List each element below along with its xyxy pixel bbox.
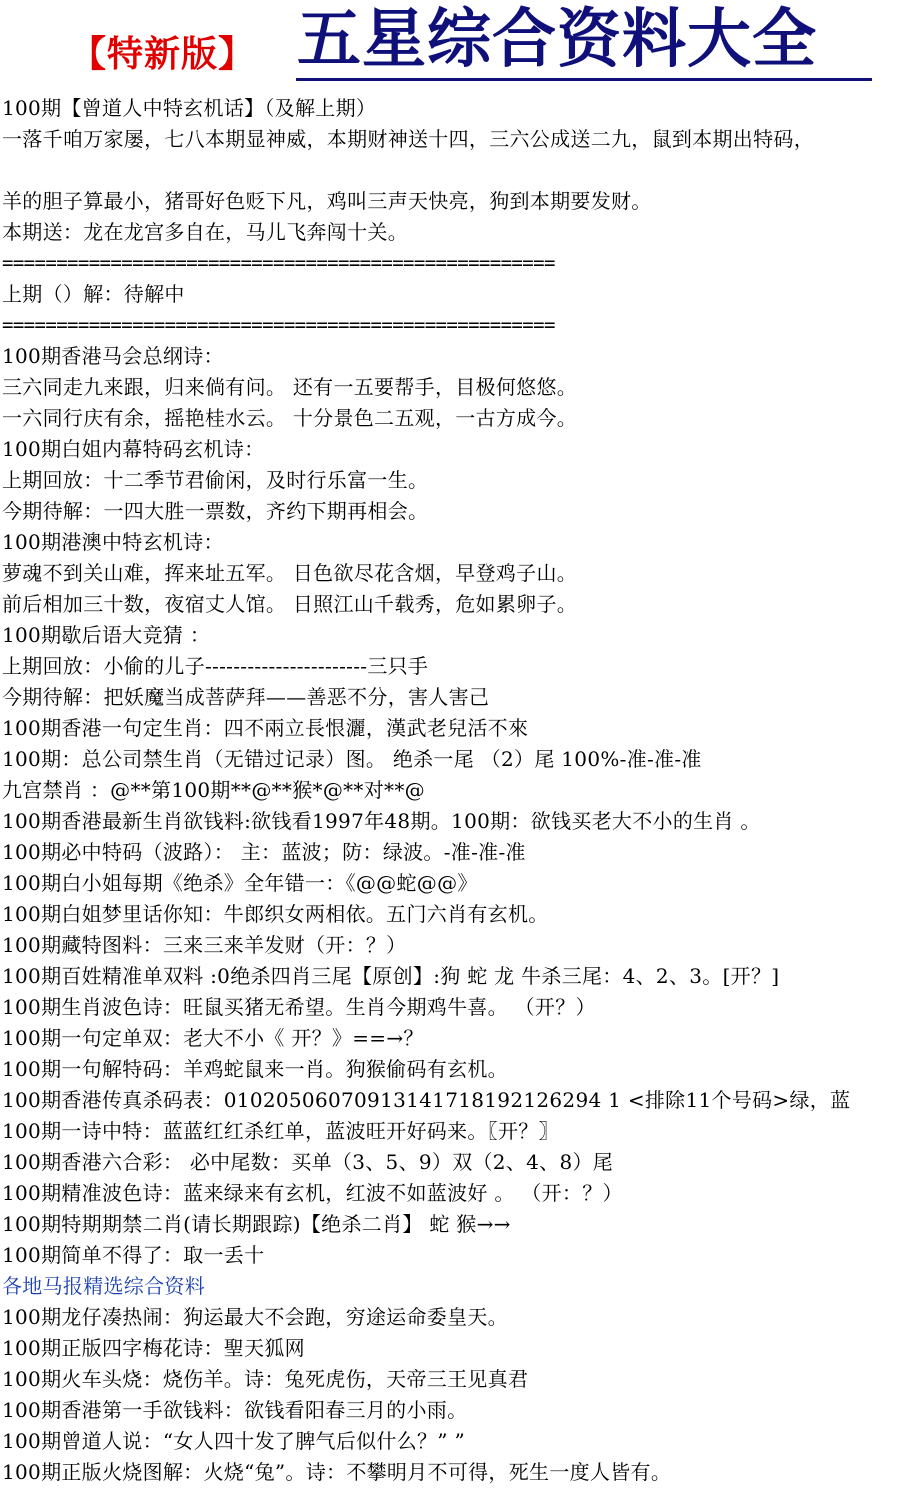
text-line: 100期香港最新生肖欲钱料:欲钱看1997年48期。100期：欲钱买老大不小的生肖 。 bbox=[2, 809, 761, 833]
text-line: 100期藏特图料：三来三来羊发财（开：？） bbox=[2, 933, 407, 957]
text-line-prophecy-2: 羊的胆子算最小，猪哥好色贬下凡，鸡叫三声天快亮，狗到本期要发财。 bbox=[2, 189, 652, 213]
text-line-prophecy-1: 一落千咱万家屡，七八本期显神威，本期财神送十四，三六公成送二九，鼠到本期出特码， bbox=[2, 127, 814, 151]
separator-line: =================================================== bbox=[2, 314, 555, 336]
text-line: 100期歇后语大竞猜 ： bbox=[2, 623, 211, 647]
text-line: 萝魂不到关山难，挥来址五军。 日色欲尽花含烟，早登鸡子山。 bbox=[2, 561, 578, 585]
header bbox=[0, 0, 903, 92]
text-line: 100期白小姐每期《绝杀》全年错一：《@@蛇@@》 bbox=[2, 871, 478, 895]
text-line: 100期港澳中特玄机诗： bbox=[2, 530, 224, 554]
text-line: 100期生肖波色诗：旺鼠买猪无希望。生肖今期鸡牛喜。 （开？） bbox=[2, 995, 596, 1019]
text-line: 100期：总公司禁生肖（无错过记录）图。 绝杀一尾 （2）尾 100%-准-准-准 bbox=[2, 747, 702, 771]
text-line: 100期简单不得了：取一丢十 bbox=[2, 1243, 265, 1267]
text-line: 上期回放：十二季节君偷闲，及时行乐富一生。 bbox=[2, 468, 429, 492]
text-line: 100期白姐内幕特码玄机诗： bbox=[2, 437, 265, 461]
text-line-prophecy-heading: 100期【曾道人中特玄机话】（及解上期） bbox=[2, 96, 377, 120]
text-line: 100期龙仔凑热闹：狗运最大不会跑，穷途运命委皇天。 bbox=[2, 1305, 508, 1329]
text-line-last-answer: 上期（）解：待解中 bbox=[2, 282, 185, 306]
text-line: 100期曾道人说：“女人四十发了脾气后似什么？” ” bbox=[2, 1429, 466, 1453]
text-line: 九宫禁肖 ：@**第100期**@**猴*@**对**@ bbox=[2, 778, 425, 802]
title-underline bbox=[296, 78, 872, 81]
document-body bbox=[0, 93, 903, 1488]
text-line: 100期百姓精准单双料 :0绝杀四肖三尾【原创】:狗 蛇 龙 牛杀三尾：4、2、3。[开？] bbox=[2, 964, 780, 988]
text-line: 100期香港六合彩： 必中尾数：买单（3、5、9）双（2、4、8）尾 bbox=[2, 1150, 614, 1174]
text-line: 100期必中特码（波路）： 主：蓝波；防：绿波。-准-准-准 bbox=[2, 840, 526, 864]
text-line: 100期正版四字梅花诗：聖天狐网 bbox=[2, 1336, 305, 1360]
text-line: 100期火车头烧：烧伤羊。诗：兔死虎伤，天帝三王见真君 bbox=[2, 1367, 529, 1391]
section-heading-horse-news: 各地马报精选综合资料 bbox=[2, 1274, 205, 1298]
text-line: 100期精准波色诗：蓝来绿来有玄机，红波不如蓝波好 。 （开：？） bbox=[2, 1181, 623, 1205]
text-line: 今期待解：一四大胜一票数，齐约下期再相会。 bbox=[2, 499, 429, 523]
text-line: 100期香港第一手欲钱料：欲钱看阳春三月的小雨。 bbox=[2, 1398, 468, 1422]
text-line: 一六同行庆有余，摇艳桂水云。 十分景色二五观，一古方成今。 bbox=[2, 406, 578, 430]
text-line: 前后相加三十数，夜宿丈人馆。 日照江山千载秀，危如累卵子。 bbox=[2, 592, 578, 616]
text-line: 上期回放：小偷的儿子-----------------------三只手 bbox=[2, 654, 429, 678]
text-line: 100期正版火烧图解：火烧“兔”。诗：不攀明月不可得，死生一度人皆有。 bbox=[2, 1460, 672, 1484]
text-line: 100期白姐梦里话你知：牛郎织女两相依。五门六肖有玄机。 bbox=[2, 902, 549, 926]
separator-line: =================================================== bbox=[2, 252, 555, 274]
text-line: 100期香港传真杀码表：01020506070913141718192126294 1 <排除11个号码>绿，蓝 bbox=[2, 1088, 851, 1112]
page-title: 五星综合资料大全 bbox=[297, 2, 817, 77]
text-line: 100期香港马会总纲诗： bbox=[2, 344, 224, 368]
text-line: 三六同走九来跟，归来倘有问。 还有一五要帮手，目极何悠悠。 bbox=[2, 375, 578, 399]
edition-label: 【特新版】 bbox=[70, 34, 256, 75]
text-line-prophecy-3: 本期送：龙在龙宫多自在，马儿飞奔闯十关。 bbox=[2, 220, 408, 244]
text-line: 100期一诗中特：蓝蓝红红杀红单，蓝波旺开好码来。〖开？〗 bbox=[2, 1119, 559, 1143]
text-line: 100期一句定单双：老大不小《 开？》==→？ bbox=[2, 1026, 424, 1050]
text-line: 今期待解：把妖魔当成菩萨拜——善恶不分，害人害己 bbox=[2, 685, 490, 709]
text-line: 100期特期期禁二肖(请长期跟踪)【绝杀二肖】 蛇 猴→→ bbox=[2, 1212, 511, 1236]
text-line: 100期香港一句定生肖：四不兩立長恨灑，漢武老兒活不來 bbox=[2, 716, 529, 740]
text-line: 100期一句解特码：羊鸡蛇鼠来一肖。狗猴偷码有玄机。 bbox=[2, 1057, 508, 1081]
